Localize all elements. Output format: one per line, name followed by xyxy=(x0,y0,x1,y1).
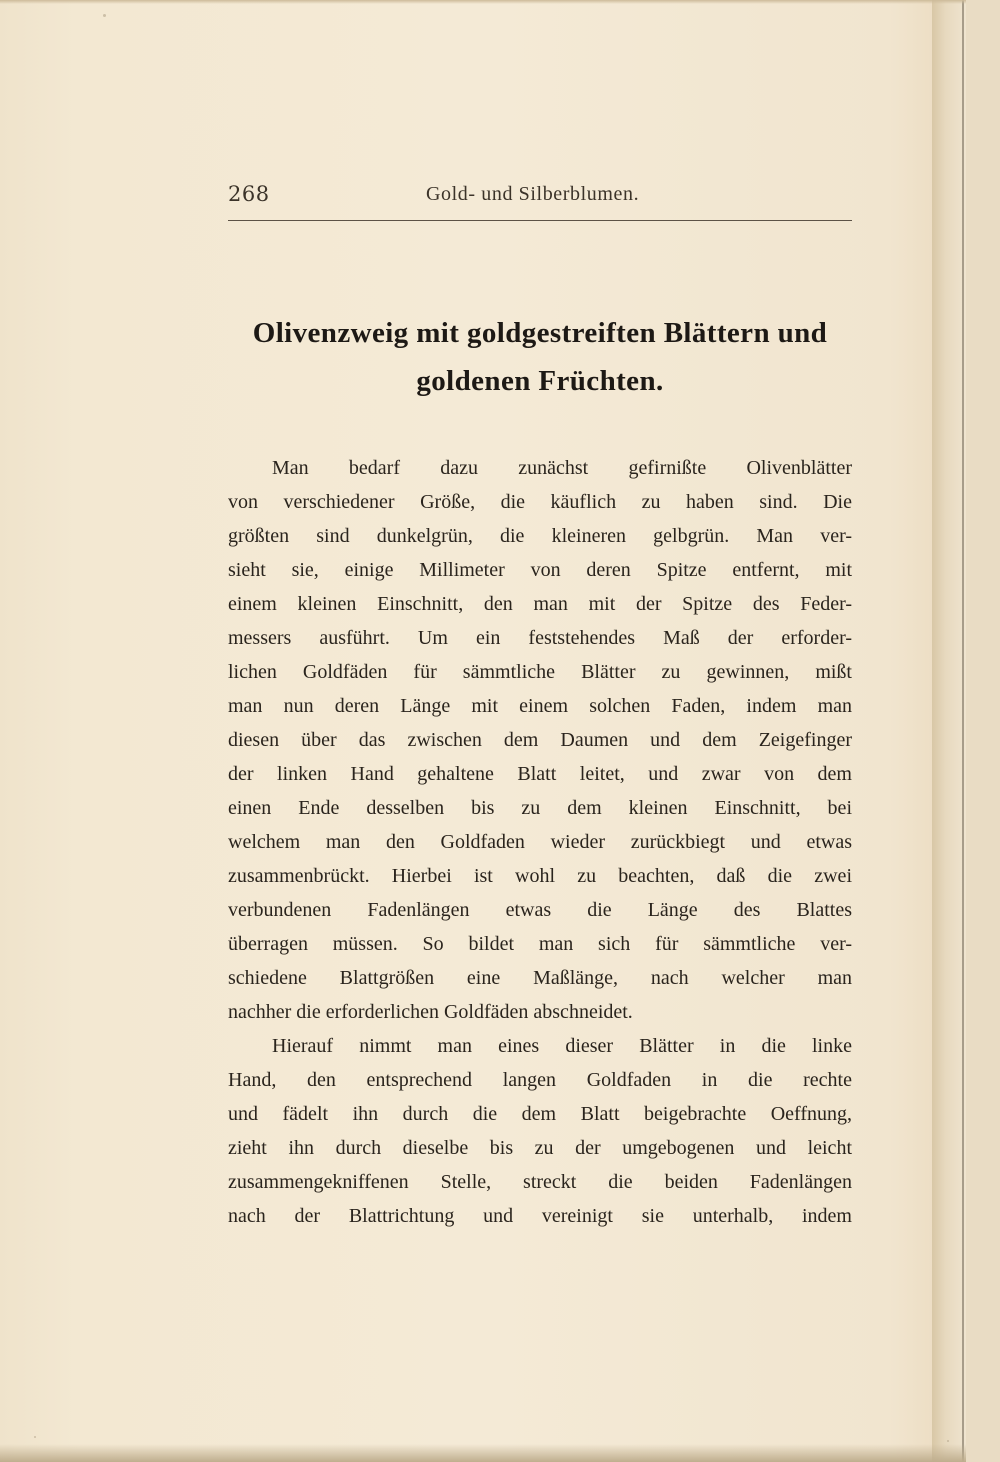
text-line: nach der Blattrichtung und vereinigt sie unterhalb, indem xyxy=(228,1205,852,1227)
running-title: Gold- und Silberblumen. xyxy=(426,183,640,205)
paper-speck xyxy=(34,1436,36,1438)
text-line: Hierauf nimmt man eines dieser Blätter in die linke xyxy=(272,1035,852,1057)
text-line: von verschiedener Größe, die käuflich zu haben sind. Die xyxy=(228,491,852,513)
text-line: lichen Goldfäden für sämmtliche Blätter zu gewinnen, mißt xyxy=(228,661,852,683)
running-header xyxy=(228,182,852,210)
text-line: verbundenen Fadenlängen etwas die Länge des Blattes xyxy=(228,899,852,921)
text-line: diesen über das zwischen dem Daumen und dem Zeigefinger xyxy=(228,729,852,751)
text-line: Man bedarf dazu zunächst gefirnißte Olivenblätter xyxy=(272,457,852,479)
page-edge xyxy=(962,0,964,1462)
text-line: nachher die erforderlichen Goldfäden abschneidet. xyxy=(228,1001,633,1023)
body-text xyxy=(228,451,852,1233)
paper-speck xyxy=(103,14,106,17)
text-line: welchem man den Goldfaden wieder zurückbiegt und etwas xyxy=(228,831,852,853)
section-title xyxy=(228,309,852,405)
text-line: und fädelt ihn durch die dem Blatt beigebrachte Oeffnung, xyxy=(228,1103,852,1125)
text-line: der linken Hand gehaltene Blatt leitet, und zwar von dem xyxy=(228,763,852,785)
text-line: schiedene Blattgrößen eine Maßlänge, nach welcher man xyxy=(228,967,852,989)
header-rule xyxy=(228,220,852,221)
page-number: 268 xyxy=(228,182,270,206)
page-gutter-shadow xyxy=(932,0,966,1462)
paragraph-1 xyxy=(228,451,852,1029)
text-line: größten sind dunkelgrün, die kleineren gelbgrün. Man ver- xyxy=(228,525,852,547)
text-line: messers ausführt. Um ein feststehendes Maß der erforder- xyxy=(228,627,852,649)
text-line: einem kleinen Einschnitt, den man mit der Spitze des Feder- xyxy=(228,593,852,615)
text-line: einen Ende desselben bis zu dem kleinen Einschnitt, bei xyxy=(228,797,852,819)
paragraph-2 xyxy=(228,1029,852,1233)
top-page-edge xyxy=(0,0,966,4)
text-line: zieht ihn durch dieselbe bis zu der umgebogenen und leicht xyxy=(228,1137,852,1159)
section-title-line-2: goldenen Früchten. xyxy=(416,365,664,397)
text-line: man nun deren Länge mit einem solchen Faden, indem man xyxy=(228,695,852,717)
paper-speck xyxy=(947,1440,949,1442)
text-line: sieht sie, einige Millimeter von deren Spitze entfernt, mit xyxy=(228,559,852,581)
bottom-page-edge xyxy=(0,1444,966,1462)
text-line: Hand, den entsprechend langen Goldfaden in die rechte xyxy=(228,1069,852,1091)
text-line: zusammenbrückt. Hierbei ist wohl zu beachten, daß die zwei xyxy=(228,865,852,887)
text-line: überragen müssen. So bildet man sich für sämmtliche ver- xyxy=(228,933,852,955)
text-line: zusammengekniffenen Stelle, streckt die beiden Fadenlängen xyxy=(228,1171,852,1193)
section-title-line-1: Olivenzweig mit goldgestreiften Blättern und xyxy=(252,317,828,349)
